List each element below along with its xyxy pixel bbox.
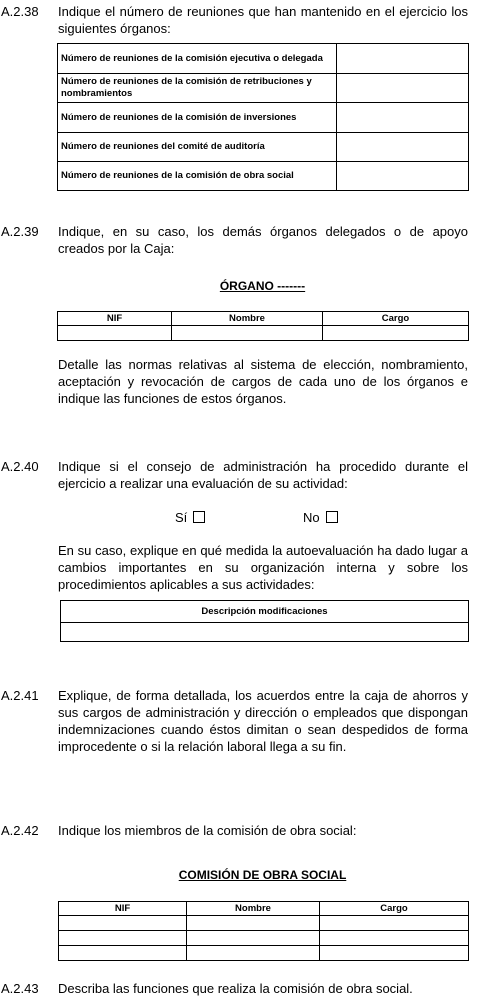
table-row bbox=[58, 326, 469, 341]
meetings-row-label: Número de reuniones de la comisión de retribuciones y nombramientos bbox=[58, 74, 337, 103]
section-number-a243: A.2.43 bbox=[1, 981, 39, 996]
column-header-nif: NIF bbox=[59, 902, 187, 916]
section-text-a243: Describa las funciones que realiza la comisión de obra social. bbox=[58, 981, 413, 996]
no-checkbox[interactable] bbox=[326, 511, 338, 523]
column-header-cargo: Cargo bbox=[323, 312, 469, 326]
option-no-label: No bbox=[303, 510, 320, 525]
section-text-a239: Indique, en su caso, los demás órganos delegados o de apoyo creados por la Caja: bbox=[58, 224, 468, 256]
yes-checkbox[interactable] bbox=[193, 511, 205, 523]
table-row bbox=[59, 946, 469, 961]
meetings-row-value[interactable] bbox=[337, 162, 469, 191]
section-text-a242: Indique los miembros de la comisión de obra social: bbox=[58, 823, 357, 838]
column-header-descripcion: Descripción modificaciones bbox=[61, 601, 469, 623]
meetings-row-label: Número de reuniones de la comisión ejecutiva o delegada bbox=[58, 44, 337, 74]
column-header-nombre: Nombre bbox=[172, 312, 323, 326]
option-yes bbox=[175, 510, 205, 525]
meetings-table bbox=[57, 43, 469, 191]
obra-social-heading: COMISIÓN DE OBRA SOCIAL bbox=[178, 868, 347, 882]
section-number-a239: A.2.39 bbox=[1, 224, 39, 239]
meetings-row-label: Número de reuniones del comité de auditoría bbox=[58, 133, 337, 162]
meetings-row-label: Número de reuniones de la comisión de obra social bbox=[58, 162, 337, 191]
meetings-row-value[interactable] bbox=[337, 133, 469, 162]
table-row bbox=[59, 931, 469, 946]
meetings-row-value[interactable] bbox=[337, 44, 469, 74]
section-number-a242: A.2.42 bbox=[1, 823, 39, 838]
section-text-a240: Indique si el consejo de administración ha procedido durante el ejercicio a realizar una evaluación de su actividad: bbox=[58, 459, 468, 491]
section-number-a241: A.2.41 bbox=[1, 688, 39, 703]
section-detail-a240: En su caso, explique en qué medida la autoevaluación ha dado lugar a cambios importantes en su organización interna y sobre los procedimientos aplicables a sus actividades: bbox=[58, 543, 468, 592]
meetings-row-label: Número de reuniones de la comisión de inversiones bbox=[58, 103, 337, 133]
column-header-cargo: Cargo bbox=[320, 902, 469, 916]
option-yes-label: Sí bbox=[175, 510, 188, 525]
option-no bbox=[303, 510, 338, 525]
section-number-a240: A.2.40 bbox=[1, 459, 39, 474]
obra-social-table bbox=[58, 901, 469, 961]
section-number-a238: A.2.38 bbox=[1, 4, 39, 19]
organ-table bbox=[57, 311, 469, 341]
section-text-a241: Explique, de forma detallada, los acuerdos entre la caja de ahorros y sus cargos de administración y dirección o empleados que dispongan indemnizaciones cuando éstos dimitan o sean despedidos de forma improcedente o si la relación laboral llega a su fin. bbox=[58, 688, 468, 754]
meetings-row-value[interactable] bbox=[337, 103, 469, 133]
modifications-table bbox=[60, 600, 469, 642]
section-detail-a239: Detalle las normas relativas al sistema de elección, nombramiento, aceptación y revocación de cargos de cada uno de los órganos e indique las funciones de estos órganos. bbox=[58, 357, 468, 406]
organ-heading: ÓRGANO ------- bbox=[219, 279, 306, 293]
column-header-nif: NIF bbox=[58, 312, 172, 326]
section-text-a238: Indique el número de reuniones que han mantenido en el ejercicio los siguientes órganos: bbox=[58, 4, 468, 36]
meetings-row-value[interactable] bbox=[337, 74, 469, 103]
modifications-cell[interactable] bbox=[61, 623, 469, 642]
table-row bbox=[59, 916, 469, 931]
column-header-nombre: Nombre bbox=[187, 902, 320, 916]
